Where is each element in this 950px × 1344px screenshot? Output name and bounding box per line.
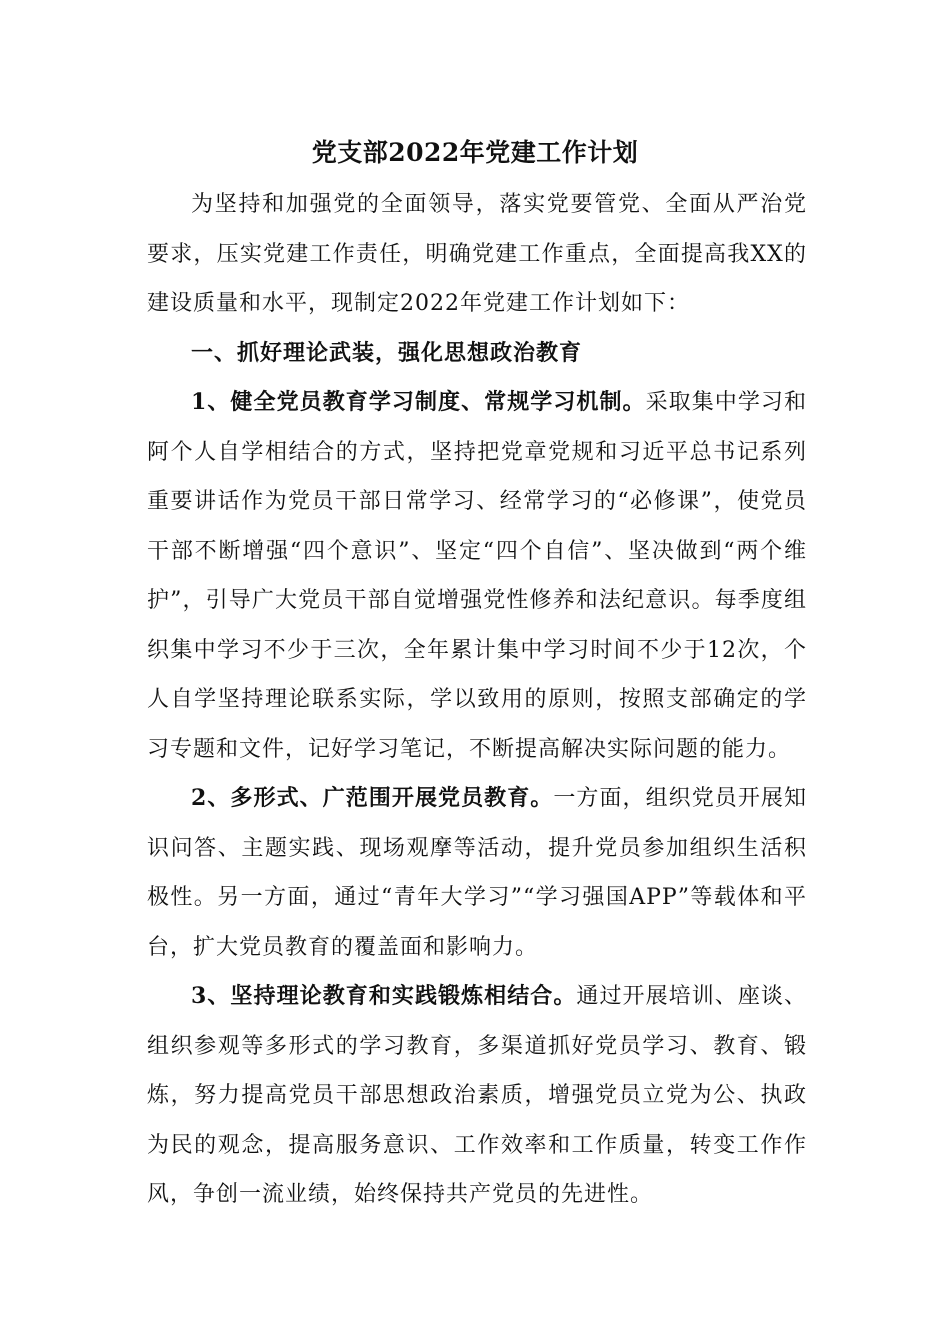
item-text-3: 通过开展培训、座谈、组织参观等多形式的学习教育，多渠道抓好党员学习、教育、锻炼，努力提高党员干部思想政治素质，增强党员立党为公、执政为民的观念，提高服务意识、工作效率和工作质量，转变工作作风，争创一流业绩，始终保持共产党员的先进性。 [147,984,807,1207]
document-title: 党支部2022年党建工作计划 [311,138,639,167]
item-paragraph-3 [147,972,807,1220]
intro-paragraph: 为坚持和加强党的全面领导，落实党要管党、全面从严治党要求，压实党建工作责任，明确党建工作重点，全面提高我XX的建设质量和水平，现制定2022年党建工作计划如下： [147,192,807,316]
item-lead-2: 2、多形式、广范围开展党员教育。 [191,785,554,811]
item-paragraph-1 [147,378,807,774]
item-lead-3: 3、坚持理论教育和实践锻炼相结合。 [191,983,577,1009]
document-body [147,180,807,1220]
item-text-2: 一方面，组织党员开展知识问答、主题实践、现场观摩等活动，提升党员参加组织生活积极性。另一方面，通过“青年大学习”“学习强国APP”等载体和平台，扩大党员教育的覆盖面和影响力。 [147,786,807,960]
item-text-1: 采取集中学习和阿个人自学相结合的方式，坚持把党章党规和习近平总书记系列重要讲话作为党员干部日常学习、经常学习的“必修课”，使党员干部不断增强“四个意识”、坚定“四个自信”、坚决做到“两个维护”，引导广大党员干部自觉增强党性修养和法纪意识。每季度组织集中学习不少于三次，全年累计集中学习时间不少于12次，个人自学坚持理论联系实际，学以致用的原则，按照支部确定的学习专题和文件，记好学习笔记，不断提高解决实际问题的能力。 [147,390,807,762]
item-paragraph-2 [147,774,807,972]
section-heading: 一、抓好理论武装，强化思想政治教育 [191,339,583,366]
item-lead-1: 1、健全党员教育学习制度、常规学习机制。 [191,389,646,415]
